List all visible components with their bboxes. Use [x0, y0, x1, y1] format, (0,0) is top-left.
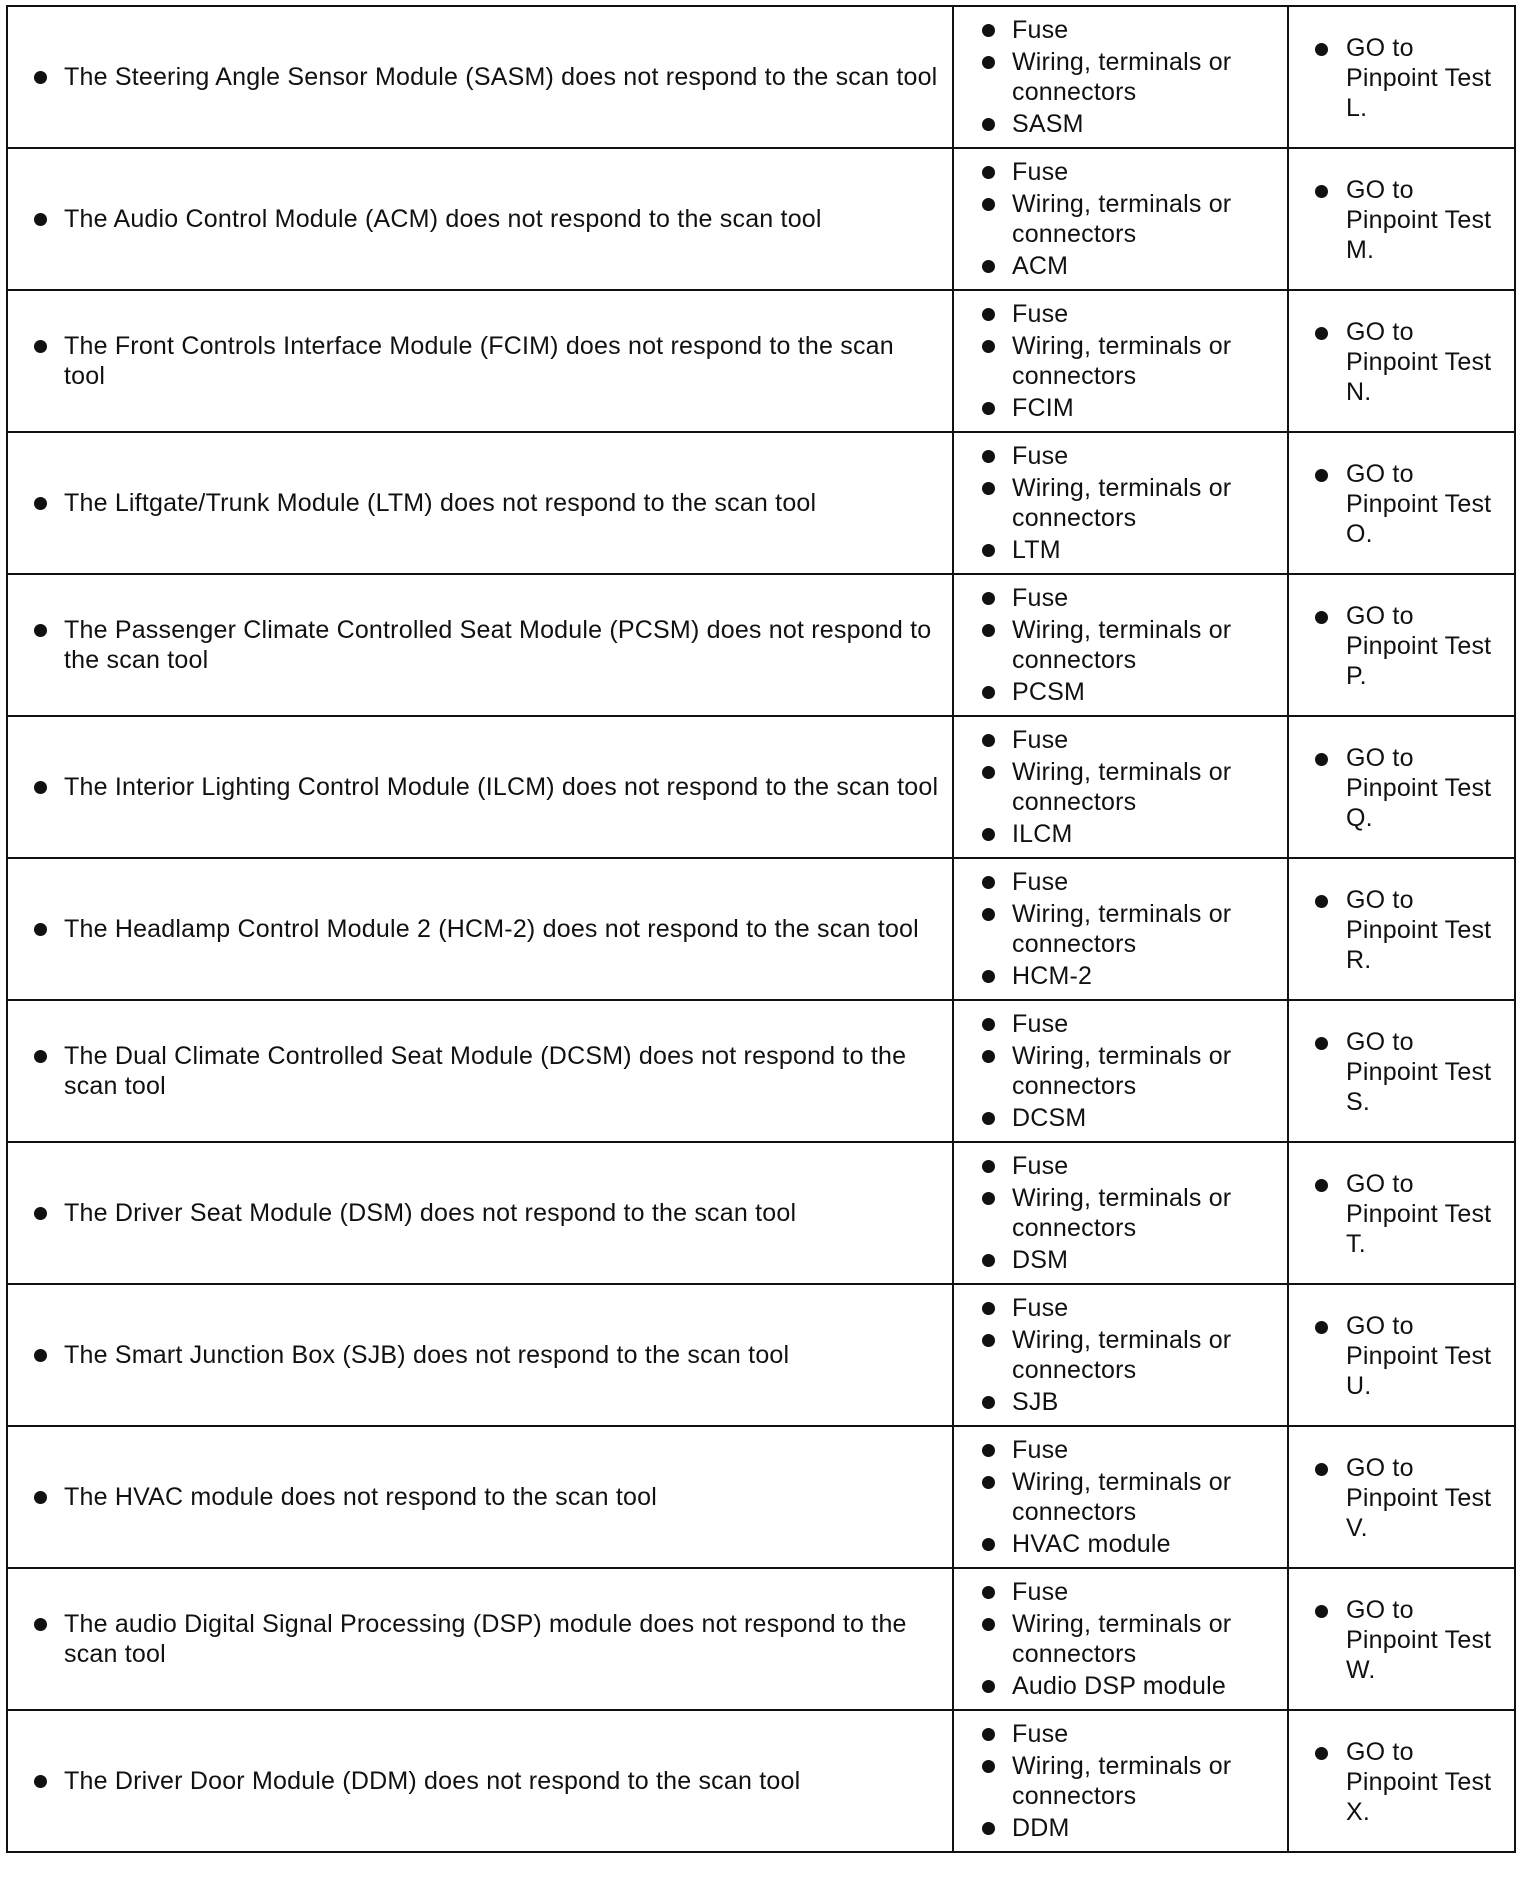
possible-source-cell: [953, 574, 1288, 716]
possible-source-wiring: Wiring, terminals or connectors: [980, 899, 1279, 959]
possible-source-module: DDM: [980, 1813, 1279, 1843]
table-row: [7, 6, 1515, 148]
pinpoint-test-link[interactable]: GO to Pinpoint Test P.: [1314, 601, 1506, 691]
table-row: [7, 1426, 1515, 1568]
symptom-cell: [7, 148, 953, 290]
action-cell: [1288, 716, 1515, 858]
possible-source-module: DSM: [980, 1245, 1279, 1275]
symptom-list: [32, 772, 940, 802]
symptom-cell: [7, 574, 953, 716]
possible-source-module: HCM-2: [980, 961, 1279, 991]
symptom-cell: [7, 1426, 953, 1568]
pinpoint-test-link[interactable]: GO to Pinpoint Test U.: [1314, 1311, 1506, 1401]
pinpoint-test-link[interactable]: GO to Pinpoint Test M.: [1314, 175, 1506, 265]
symptom-text: The Driver Door Module (DDM) does not respond to the scan tool: [32, 1766, 940, 1796]
possible-source-list: [980, 1293, 1279, 1417]
possible-source-module: SJB: [980, 1387, 1279, 1417]
possible-source-cell: [953, 148, 1288, 290]
possible-source-module: FCIM: [980, 393, 1279, 423]
possible-source-list: [980, 157, 1279, 281]
table-row: [7, 432, 1515, 574]
action-cell: [1288, 1000, 1515, 1142]
possible-source-cell: [953, 1568, 1288, 1710]
table-row: [7, 148, 1515, 290]
possible-source-list: [980, 1009, 1279, 1133]
action-cell: [1288, 1568, 1515, 1710]
symptom-text: The Steering Angle Sensor Module (SASM) does not respond to the scan tool: [32, 62, 940, 92]
possible-source-module: PCSM: [980, 677, 1279, 707]
possible-source-fuse: Fuse: [980, 1151, 1279, 1181]
symptom-cell: [7, 1284, 953, 1426]
possible-source-module: DCSM: [980, 1103, 1279, 1133]
possible-source-list: [980, 1151, 1279, 1275]
symptom-text: The Front Controls Interface Module (FCIM) does not respond to the scan tool: [32, 331, 940, 391]
symptom-text: The HVAC module does not respond to the scan tool: [32, 1482, 940, 1512]
symptom-list: [32, 62, 940, 92]
action-list: [1314, 1311, 1506, 1401]
action-list: [1314, 743, 1506, 833]
possible-source-list: [980, 1719, 1279, 1843]
possible-source-module: LTM: [980, 535, 1279, 565]
symptom-text: The Liftgate/Trunk Module (LTM) does not respond to the scan tool: [32, 488, 940, 518]
symptom-list: [32, 1340, 940, 1370]
possible-source-fuse: Fuse: [980, 157, 1279, 187]
possible-source-wiring: Wiring, terminals or connectors: [980, 47, 1279, 107]
table-row: [7, 574, 1515, 716]
table-row: [7, 1568, 1515, 1710]
table-row: [7, 716, 1515, 858]
pinpoint-test-link[interactable]: GO to Pinpoint Test O.: [1314, 459, 1506, 549]
symptom-text: The Interior Lighting Control Module (ILCM) does not respond to the scan tool: [32, 772, 940, 802]
possible-source-wiring: Wiring, terminals or connectors: [980, 615, 1279, 675]
possible-source-wiring: Wiring, terminals or connectors: [980, 1751, 1279, 1811]
possible-source-fuse: Fuse: [980, 725, 1279, 755]
possible-source-list: [980, 1435, 1279, 1559]
action-cell: [1288, 290, 1515, 432]
symptom-cell: [7, 6, 953, 148]
symptom-cell: [7, 1000, 953, 1142]
action-list: [1314, 601, 1506, 691]
symptom-chart-table: [6, 5, 1516, 1853]
possible-source-fuse: Fuse: [980, 1719, 1279, 1749]
possible-source-module: Audio DSP module: [980, 1671, 1279, 1701]
symptom-cell: [7, 1710, 953, 1852]
symptom-cell: [7, 432, 953, 574]
possible-source-cell: [953, 1284, 1288, 1426]
possible-source-wiring: Wiring, terminals or connectors: [980, 331, 1279, 391]
action-list: [1314, 33, 1506, 123]
possible-source-fuse: Fuse: [980, 1293, 1279, 1323]
possible-source-cell: [953, 1000, 1288, 1142]
action-list: [1314, 1027, 1506, 1117]
possible-source-list: [980, 15, 1279, 139]
possible-source-module: SASM: [980, 109, 1279, 139]
symptom-list: [32, 914, 940, 944]
symptom-text: The Driver Seat Module (DSM) does not respond to the scan tool: [32, 1198, 940, 1228]
possible-source-cell: [953, 858, 1288, 1000]
possible-source-cell: [953, 1426, 1288, 1568]
action-list: [1314, 1737, 1506, 1827]
action-cell: [1288, 858, 1515, 1000]
pinpoint-test-link[interactable]: GO to Pinpoint Test X.: [1314, 1737, 1506, 1827]
possible-source-wiring: Wiring, terminals or connectors: [980, 757, 1279, 817]
symptom-text: The Audio Control Module (ACM) does not respond to the scan tool: [32, 204, 940, 234]
table-row: [7, 1000, 1515, 1142]
possible-source-module: ACM: [980, 251, 1279, 281]
action-list: [1314, 175, 1506, 265]
possible-source-wiring: Wiring, terminals or connectors: [980, 1183, 1279, 1243]
possible-source-list: [980, 441, 1279, 565]
possible-source-fuse: Fuse: [980, 15, 1279, 45]
possible-source-list: [980, 583, 1279, 707]
possible-source-wiring: Wiring, terminals or connectors: [980, 189, 1279, 249]
pinpoint-test-link[interactable]: GO to Pinpoint Test W.: [1314, 1595, 1506, 1685]
table-row: [7, 1710, 1515, 1852]
possible-source-fuse: Fuse: [980, 1435, 1279, 1465]
symptom-text: The Dual Climate Controlled Seat Module (DCSM) does not respond to the scan tool: [32, 1041, 940, 1101]
symptom-list: [32, 1198, 940, 1228]
possible-source-module: ILCM: [980, 819, 1279, 849]
possible-source-fuse: Fuse: [980, 583, 1279, 613]
possible-source-fuse: Fuse: [980, 1577, 1279, 1607]
symptom-list: [32, 331, 940, 391]
possible-source-fuse: Fuse: [980, 299, 1279, 329]
possible-source-wiring: Wiring, terminals or connectors: [980, 1467, 1279, 1527]
table-row: [7, 1142, 1515, 1284]
possible-source-module: HVAC module: [980, 1529, 1279, 1559]
action-list: [1314, 1595, 1506, 1685]
action-cell: [1288, 148, 1515, 290]
possible-source-list: [980, 867, 1279, 991]
action-list: [1314, 459, 1506, 549]
possible-source-fuse: Fuse: [980, 441, 1279, 471]
possible-source-fuse: Fuse: [980, 1009, 1279, 1039]
action-list: [1314, 885, 1506, 975]
possible-source-list: [980, 725, 1279, 849]
symptom-text: The Smart Junction Box (SJB) does not respond to the scan tool: [32, 1340, 940, 1370]
possible-source-cell: [953, 1142, 1288, 1284]
possible-source-cell: [953, 716, 1288, 858]
action-cell: [1288, 574, 1515, 716]
action-list: [1314, 1453, 1506, 1543]
symptom-text: The Headlamp Control Module 2 (HCM-2) does not respond to the scan tool: [32, 914, 940, 944]
pinpoint-test-link[interactable]: GO to Pinpoint Test V.: [1314, 1453, 1506, 1543]
possible-source-cell: [953, 432, 1288, 574]
symptom-cell: [7, 1568, 953, 1710]
table-row: [7, 1284, 1515, 1426]
table-body: [7, 6, 1515, 1852]
possible-source-cell: [953, 6, 1288, 148]
table-row: [7, 858, 1515, 1000]
pinpoint-test-link[interactable]: GO to Pinpoint Test L.: [1314, 33, 1506, 123]
symptom-cell: [7, 1142, 953, 1284]
symptom-list: [32, 615, 940, 675]
possible-source-wiring: Wiring, terminals or connectors: [980, 1325, 1279, 1385]
pinpoint-test-link[interactable]: GO to Pinpoint Test T.: [1314, 1169, 1506, 1259]
symptom-list: [32, 1041, 940, 1101]
symptom-cell: [7, 858, 953, 1000]
possible-source-cell: [953, 1710, 1288, 1852]
possible-source-list: [980, 299, 1279, 423]
symptom-text: The Passenger Climate Controlled Seat Module (PCSM) does not respond to the scan tool: [32, 615, 940, 675]
symptom-cell: [7, 290, 953, 432]
symptom-list: [32, 1609, 940, 1669]
action-cell: [1288, 1142, 1515, 1284]
possible-source-wiring: Wiring, terminals or connectors: [980, 1609, 1279, 1669]
symptom-cell: [7, 716, 953, 858]
possible-source-fuse: Fuse: [980, 867, 1279, 897]
symptom-text: The audio Digital Signal Processing (DSP) module does not respond to the scan tool: [32, 1609, 940, 1669]
possible-source-list: [980, 1577, 1279, 1701]
symptom-list: [32, 1766, 940, 1796]
symptom-list: [32, 204, 940, 234]
action-cell: [1288, 1284, 1515, 1426]
possible-source-cell: [953, 290, 1288, 432]
action-cell: [1288, 6, 1515, 148]
action-list: [1314, 1169, 1506, 1259]
pinpoint-test-link[interactable]: GO to Pinpoint Test S.: [1314, 1027, 1506, 1117]
action-cell: [1288, 1710, 1515, 1852]
action-cell: [1288, 1426, 1515, 1568]
action-cell: [1288, 432, 1515, 574]
pinpoint-test-link[interactable]: GO to Pinpoint Test R.: [1314, 885, 1506, 975]
possible-source-wiring: Wiring, terminals or connectors: [980, 1041, 1279, 1101]
pinpoint-test-link[interactable]: GO to Pinpoint Test N.: [1314, 317, 1506, 407]
table-row: [7, 290, 1515, 432]
symptom-list: [32, 488, 940, 518]
pinpoint-test-link[interactable]: GO to Pinpoint Test Q.: [1314, 743, 1506, 833]
symptom-list: [32, 1482, 940, 1512]
action-list: [1314, 317, 1506, 407]
possible-source-wiring: Wiring, terminals or connectors: [980, 473, 1279, 533]
